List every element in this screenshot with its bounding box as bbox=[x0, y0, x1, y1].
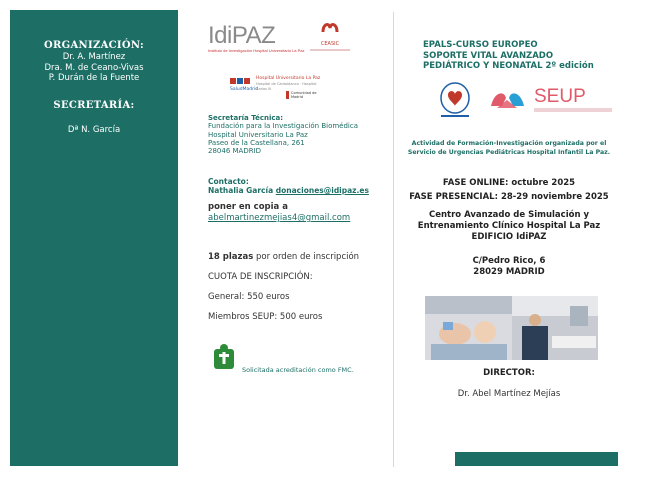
sec-tecnica-line-3: Paseo de la Castellana, 261 bbox=[208, 138, 305, 147]
contacto-email-link[interactable]: donaciones@idipaz.es bbox=[275, 186, 369, 195]
madrid-health-emblem-icon bbox=[228, 75, 254, 95]
seup-subtitle-bar bbox=[534, 108, 612, 112]
centro-line-3: EDIFICIO IdiPAZ bbox=[471, 232, 547, 242]
sec-tecnica-line-4: 28046 MADRID bbox=[208, 147, 262, 156]
idipaz-logo-text: IdiPAZ bbox=[208, 22, 276, 49]
hospital-name: Hospital Universitario La Paz bbox=[256, 76, 321, 81]
secretaria-tecnica-block bbox=[208, 114, 358, 155]
sec-tecnica-line-2: Hospital Universitario La Paz bbox=[208, 130, 308, 139]
seup-label: SEUP bbox=[534, 86, 586, 107]
copia-block bbox=[208, 202, 350, 224]
address-block bbox=[396, 256, 622, 278]
fase-presencial: FASE PRESENCIAL: 28-29 noviembre 2025 bbox=[409, 192, 609, 202]
seup-emblem-icon bbox=[488, 86, 528, 114]
fases-block bbox=[396, 176, 622, 204]
address-street: C/Pedro Rico, 6 bbox=[472, 256, 546, 266]
plazas-text bbox=[208, 252, 359, 262]
fase-online: FASE ONLINE: octubre 2025 bbox=[442, 178, 576, 188]
actividad-text bbox=[396, 140, 622, 157]
fmc-text: Solicitada acreditación como FMC. bbox=[242, 366, 354, 374]
contacto-block bbox=[208, 177, 369, 195]
ceasic-logo bbox=[300, 20, 360, 51]
org-heading: ORGANIZACIÓN: bbox=[44, 40, 144, 51]
course-title bbox=[423, 40, 594, 72]
centro-line-2: Entrenamiento Clínico Hospital La Paz bbox=[417, 221, 601, 231]
centro-line-1: Centro Avanzado de Simulación y bbox=[428, 210, 590, 220]
idipaz-logo-subtitle: Instituto de Investigación Hospital Universitario La Paz bbox=[208, 48, 305, 53]
cuota-general: General: 550 euros bbox=[208, 292, 290, 302]
contacto-name: Nathalia García bbox=[208, 186, 274, 195]
ceasic-underline bbox=[310, 49, 350, 51]
course-title-line-3: PEDIÁTRICO Y NEONATAL 2º edición bbox=[423, 61, 594, 71]
plazas-rest: por orden de inscripción bbox=[253, 252, 360, 262]
european-resuscitation-council-logo-icon bbox=[437, 81, 473, 121]
cuota-heading: CUOTA DE INSCRIPCIÓN: bbox=[208, 272, 313, 282]
centro-block bbox=[396, 210, 622, 243]
footer-accent-bar bbox=[455, 452, 618, 466]
plazas-count: 18 plazas bbox=[208, 252, 254, 262]
ceasic-label: CEASIC bbox=[320, 41, 340, 47]
org-member-2: Dra. M. de Ceano-Vivas bbox=[44, 62, 144, 73]
course-title-line-1: EPALS-CURSO EUROPEO bbox=[423, 40, 538, 50]
column-divider bbox=[393, 12, 394, 467]
copia-email-link[interactable]: abelmartinezmejias4@gmail.com bbox=[208, 213, 351, 223]
copia-label: poner en copia a bbox=[208, 202, 288, 212]
address-city: 28029 MADRID bbox=[473, 267, 545, 277]
secretaria-name: Dª N. García bbox=[67, 124, 121, 135]
comunidad-madrid-label: Comunidad de Madrid bbox=[286, 91, 328, 99]
saludmadrid-label: SaludMadrid bbox=[230, 87, 259, 92]
director-name: Dr. Abel Martínez Mejías bbox=[457, 389, 561, 399]
simulation-photo-manikin bbox=[425, 296, 513, 360]
org-member-1: Dr. A. Martínez bbox=[62, 52, 126, 62]
secretaria-tecnica-title: Secretaría Técnica: bbox=[208, 114, 284, 122]
organization-panel bbox=[10, 10, 178, 466]
idipaz-logo bbox=[208, 22, 305, 53]
hospital-subtitle: Hospital de Cantoblanco · Hospital Carlos III bbox=[256, 82, 317, 91]
course-title-line-2: SOPORTE VITAL AVANZADO bbox=[423, 50, 554, 61]
actividad-line-2: Servicio de Urgencias Pediátricas Hospital Infantil La Paz. bbox=[407, 148, 611, 156]
sec-tecnica-line-1: Fundación para la Investigación Biomédica bbox=[208, 122, 359, 131]
cuota-miembros: Miembros SEUP: 500 euros bbox=[208, 312, 323, 322]
fmc-accreditation-icon bbox=[212, 343, 236, 371]
secretaria-heading: SECRETARÍA: bbox=[53, 99, 135, 111]
director-label: DIRECTOR: bbox=[483, 368, 535, 378]
actividad-line-1: Actividad de Formación-Investigación organizada por el bbox=[411, 140, 607, 147]
simulation-photo-room bbox=[512, 296, 598, 360]
ceasic-emblem-icon bbox=[319, 20, 341, 38]
org-member-3: P. Durán de la Fuente bbox=[48, 73, 140, 83]
contacto-title: Contacto: bbox=[208, 177, 249, 186]
